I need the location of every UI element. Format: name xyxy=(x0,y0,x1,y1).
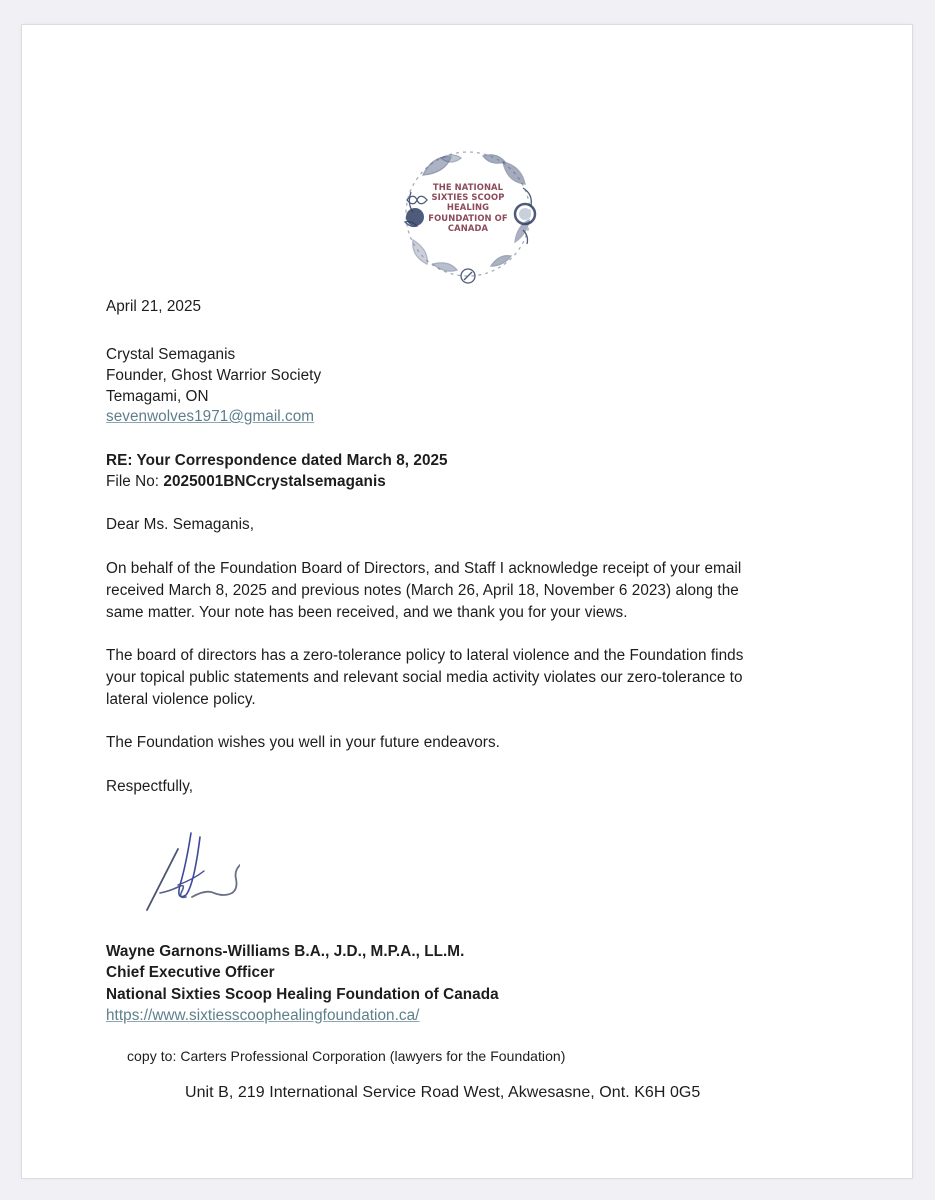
logo-text-line: SIXTIES SCOOP xyxy=(431,192,505,203)
salutation: Dear Ms. Semaganis, xyxy=(106,516,255,533)
closing: Respectfully, xyxy=(106,778,194,795)
logo-organization-name xyxy=(383,182,553,233)
recipient-email-link[interactable]: sevenwolves1971@gmail.com xyxy=(106,408,315,425)
foundation-website-link[interactable]: https://www.sixtiesscoophealingfoundation.ca/ xyxy=(106,1007,420,1024)
recipient-title: Founder, Ghost Warrior Society xyxy=(106,367,322,384)
paragraph-line: received March 8, 2025 and previous notes (March 26, April 18, November 6 2023) along the xyxy=(106,582,739,599)
body-paragraph-2 xyxy=(106,646,743,712)
recipient-location: Temagami, ON xyxy=(106,388,209,405)
paragraph-line: your topical public statements and relevant social media activity violates our zero-tolerance to xyxy=(106,669,743,686)
letter-date: April 21, 2025 xyxy=(106,298,202,315)
recipient-name: Crystal Semaganis xyxy=(106,346,236,363)
file-number-line xyxy=(106,472,386,492)
logo-text-line: THE NATIONAL xyxy=(432,182,504,192)
foundation-logo xyxy=(383,130,553,300)
logo-text-line: FOUNDATION OF xyxy=(428,212,508,223)
copy-to-line: copy to: Carters Professional Corporation (lawyers for the Foundation) xyxy=(127,1048,566,1064)
handwritten-signature-icon xyxy=(120,805,230,900)
footer-address: Unit B, 219 International Service Road West, Akwesasne, Ont. K6H 0G5 xyxy=(185,1084,701,1101)
paragraph-line: The board of directors has a zero-tolerance policy to lateral violence and the Foundation finds xyxy=(106,647,744,664)
logo-text-line: HEALING xyxy=(446,202,490,213)
signatory-organization: National Sixties Scoop Healing Foundation of Canada xyxy=(106,986,499,1003)
signatory-name: Wayne Garnons-Williams B.A., J.D., M.P.A., LL.M. xyxy=(106,943,465,960)
body-paragraph-3 xyxy=(106,733,500,755)
paragraph-line: On behalf of the Foundation Board of Directors, and Staff I acknowledge receipt of your email xyxy=(106,560,742,577)
file-number-label: File No: xyxy=(106,473,164,490)
file-number-value: 2025001BNCcrystalsemaganis xyxy=(163,473,386,490)
body-paragraph-1 xyxy=(106,559,741,625)
subject-line: RE: Your Correspondence dated March 8, 2025 xyxy=(106,452,448,469)
logo-text-line: CANADA xyxy=(447,222,489,233)
signatory-title: Chief Executive Officer xyxy=(106,964,275,981)
paragraph-line: same matter. Your note has been received, and we thank you for your views. xyxy=(106,604,628,621)
paragraph-line: lateral violence policy. xyxy=(106,691,256,708)
paragraph-line: The Foundation wishes you well in your future endeavors. xyxy=(106,734,500,751)
